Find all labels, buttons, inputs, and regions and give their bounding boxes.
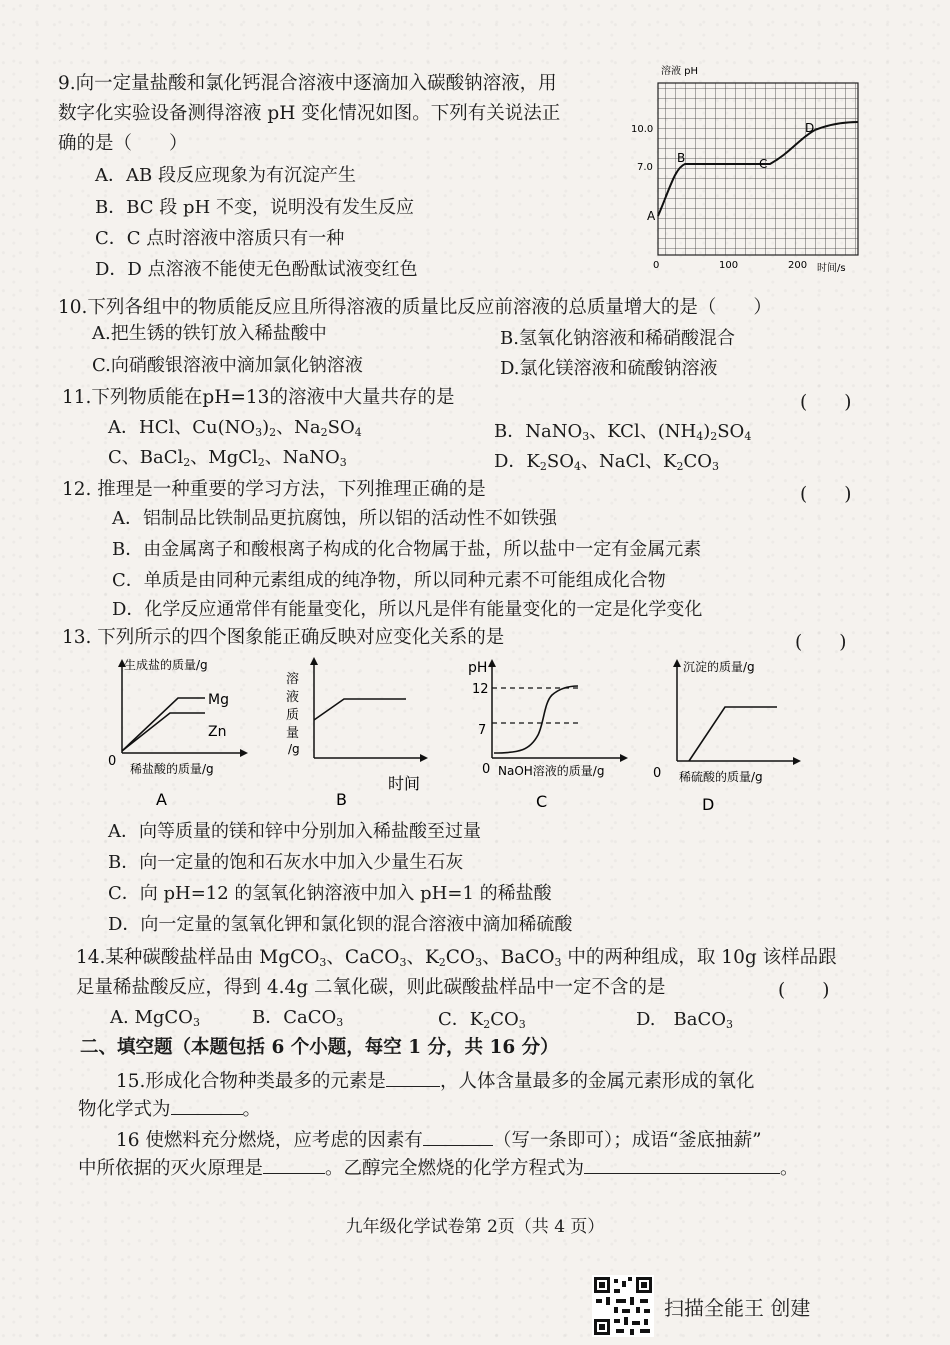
q9-graph-point-b: B — [677, 151, 686, 165]
q9-ph-graph — [625, 58, 875, 278]
q13-graph-c-ylabel: pH — [468, 660, 488, 676]
section-2-heading: 二、填空题（本题包括 6 个小题，每空 1 分，共 16 分） — [80, 1037, 559, 1058]
q12-stem: 12. 推理是一种重要的学习方法，下列推理正确的是 — [62, 479, 486, 500]
q10-option-b: B.氢氧化钠溶液和稀硝酸混合 — [500, 328, 735, 349]
q13-graph-a-tag: A — [156, 790, 167, 809]
q9-graph-point-a: A — [647, 209, 656, 223]
q13-graph-a-series-mg: Mg — [208, 692, 229, 708]
q13-graph-c-tag: C — [536, 792, 548, 811]
q14-option-c: C．$K_2CO_3$ — [438, 1009, 526, 1031]
q9-graph-xtick-200: 200 — [788, 260, 808, 271]
q15-blank-2[interactable] — [171, 1096, 243, 1115]
q11-option-d: D．$K_2SO_4$、NaCl、$K_2CO_3$ — [494, 451, 719, 473]
q14-option-d: D. BaCO$_3$ — [636, 1009, 733, 1031]
q13-graph-c-tick-7: 7 — [478, 723, 487, 738]
q9-graph-point-d: D — [805, 121, 815, 135]
q12-option-a: A．铝制品比铁制品更抗腐蚀，所以铝的活动性不如铁强 — [112, 508, 557, 529]
q13-graph-c-tick-12: 12 — [472, 682, 489, 697]
q13-graph-b-xlabel: 时间 — [388, 774, 421, 793]
q13-graph-d-origin: 0 — [653, 766, 662, 781]
q10-option-c: C.向硝酸银溶液中滴加氯化钠溶液 — [92, 355, 363, 376]
q13-graph-d — [645, 655, 805, 815]
q13-option-b: B．向一定量的饱和石灰水中加入少量生石灰 — [108, 852, 464, 873]
q13-graph-d-xlabel: 稀硫酸的质量/g — [679, 770, 763, 784]
q16-line2: 中所依据的灭火原理是 。乙醇完全燃烧的化学方程式为 。 — [78, 1155, 799, 1181]
q9-graph-ylabel: 溶液 pH — [661, 66, 699, 77]
q13-graph-d-ylabel: 沉淀的质量/g — [683, 660, 755, 674]
q13-graph-b-ylabel-2: 液 — [286, 690, 300, 705]
q13-graph-b-tag: B — [336, 790, 347, 809]
q16-blank-1[interactable] — [423, 1127, 493, 1146]
q12-option-d: D．化学反应通常伴有能量变化，所以凡是伴有能量变化的一定是化学变化 — [112, 599, 703, 620]
q13-option-d: D．向一定量的氢氧化钾和氯化钡的混合溶液中滴加稀硫酸 — [108, 914, 573, 935]
q9-option-b: B．BC 段 pH 不变，说明没有发生反应 — [95, 197, 414, 218]
q13-graph-b — [280, 655, 430, 815]
q13-graph-a-ylabel: 生成盐的质量/g — [124, 658, 208, 672]
q9-option-c: C．C 点时溶液中溶质只有一种 — [95, 228, 345, 249]
scanner-watermark-text: 扫描全能王 创建 — [664, 1296, 811, 1320]
q9-graph-ytick-10: 10.0 — [631, 124, 654, 135]
q11-answer-paren: ( ) — [800, 392, 852, 413]
q9-stem-line3: 确的是（ ） — [58, 133, 188, 154]
q13-graph-a-xlabel: 稀盐酸的质量/g — [130, 762, 214, 776]
q10-option-a: A.把生锈的铁钉放入稀盐酸中 — [92, 323, 327, 344]
q9-option-a: A．AB 段反应现象为有沉淀产生 — [95, 165, 356, 186]
q9-graph-point-c: C — [759, 157, 768, 171]
q9-graph-xlabel: 时间/s — [817, 263, 846, 274]
q13-option-a: A．向等质量的镁和锌中分别加入稀盐酸至过量 — [108, 821, 481, 842]
q9-graph-xtick-100: 100 — [719, 260, 739, 271]
q15-line2: 物化学式为 。 — [78, 1096, 261, 1122]
q13-graph-c-origin: 0 — [482, 762, 491, 777]
q15-blank-1[interactable] — [386, 1068, 440, 1087]
q13-graph-a — [100, 655, 260, 815]
q10-option-d: D.氯化镁溶液和硫酸钠溶液 — [500, 358, 718, 379]
q16-blank-3[interactable] — [584, 1155, 780, 1174]
q11-option-b: B．NaNO$_3$、KCl、$(NH_4)_2SO_4$ — [494, 421, 752, 443]
q14-option-b: B．CaCO$_3$ — [252, 1007, 344, 1029]
q12-option-c: C．单质是由同种元素组成的纯净物，所以同种元素不可能组成化合物 — [112, 570, 666, 591]
q13-graph-b-ylabel-4: 量 — [286, 726, 300, 741]
q13-graph-b-ylabel-1: 溶 — [286, 672, 300, 687]
q13-graph-a-origin: 0 — [108, 754, 117, 769]
qr-code-icon — [592, 1275, 654, 1337]
q14-stem-line1: 14.某种碳酸盐样品由 MgCO$_3$、CaCO$_3$、$K_2CO_3$、BaCO$_3$ 中的两种组成，取 10g 该样品跟 — [76, 947, 837, 969]
q10-stem: 10.下列各组中的物质能反应且所得溶液的质量比反应前溶液的总质量增大的是（ ） — [58, 297, 772, 318]
q9-graph-xtick-0: 0 — [653, 260, 660, 271]
q13-answer-paren: ( ) — [795, 632, 847, 653]
q9-stem-line2: 数字化实验设备测得溶液 pH 变化情况如图。下列有关说法正 — [58, 103, 561, 124]
q16-line1: 16 使燃料充分燃烧，应考虑的因素有 （写一条即可）；成语“釜底抽薪” — [116, 1127, 762, 1153]
q13-graph-a-series-zn: Zn — [208, 724, 227, 740]
q9-graph-ytick-7: 7.0 — [637, 162, 653, 173]
q15-line1: 15.形成化合物种类最多的元素是 ，人体含量最多的金属元素形成的氧化 — [116, 1068, 754, 1094]
q11-stem: 11.下列物质能在pH=13的溶液中大量共存的是 — [62, 387, 455, 408]
q9-stem-line1: 9.向一定量盐酸和氯化钙混合溶液中逐滴加入碳酸钠溶液，用 — [58, 73, 557, 94]
q12-option-b: B．由金属离子和酸根离子构成的化合物属于盐，所以盐中一定有金属元素 — [112, 539, 702, 560]
page-footer: 九年级化学试卷第 2页（共 4 页） — [345, 1217, 605, 1237]
q13-stem: 13. 下列所示的四个图象能正确反映对应变化关系的是 — [62, 627, 505, 648]
q13-graph-d-tag: D — [702, 795, 715, 814]
q13-graph-b-ylabel-3: 质 — [286, 708, 300, 723]
q12-answer-paren: ( ) — [800, 484, 852, 505]
q13-graph-b-ylabel-5: /g — [288, 742, 300, 756]
q13-graph-c — [460, 655, 635, 815]
q14-stem-line2: 足量稀盐酸反应，得到 4.4g 二氧化碳，则此碳酸盐样品中一定不含的是 — [76, 977, 666, 998]
q11-option-c: C、BaCl$_2$、MgCl$_2$、NaNO$_3$ — [108, 447, 347, 469]
q14-option-a: A. MgCO$_3$ — [110, 1007, 200, 1029]
q13-graph-c-xlabel: NaOH溶液的质量/g — [498, 764, 605, 778]
q13-option-c: C．向 pH=12 的氢氧化钠溶液中加入 pH=1 的稀盐酸 — [108, 883, 552, 904]
q9-option-d: D．D 点溶液不能使无色酚酞试液变红色 — [95, 259, 418, 280]
q16-blank-2[interactable] — [263, 1155, 325, 1174]
q14-answer-paren: ( ) — [778, 980, 830, 1001]
q11-option-a: A．HCl、$Cu(NO_3)_2$、$Na_2SO_4$ — [108, 417, 362, 439]
